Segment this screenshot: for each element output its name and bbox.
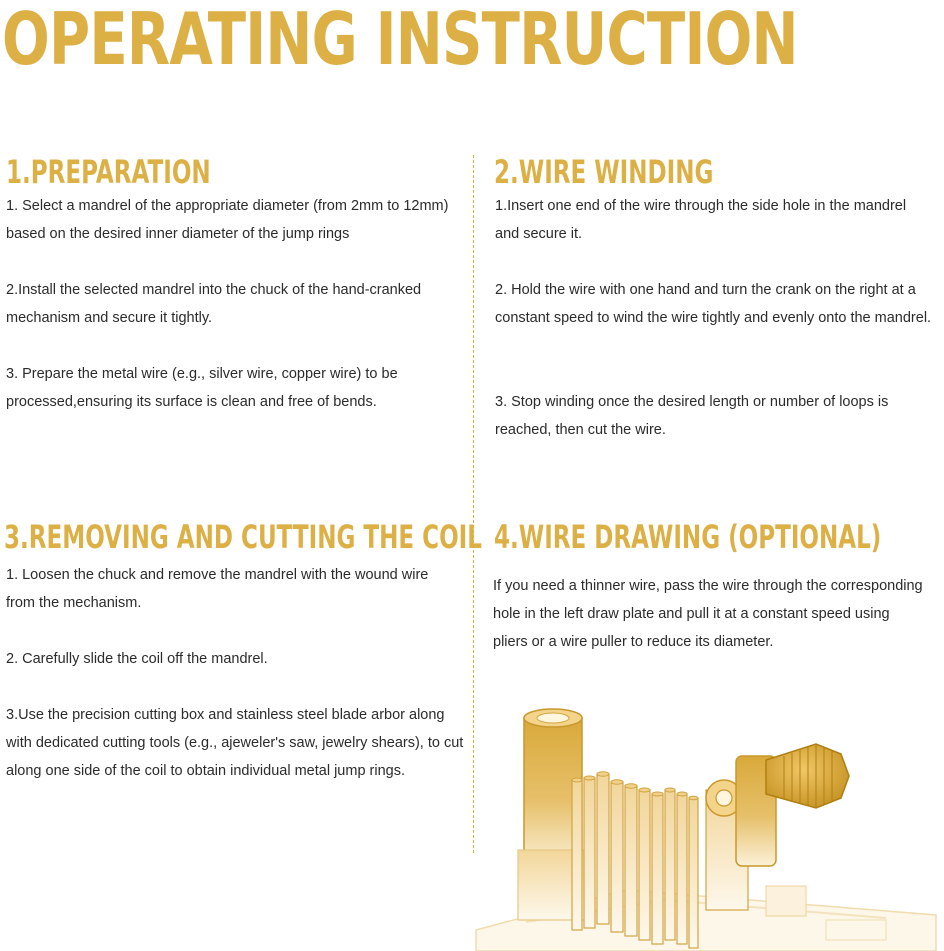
removing-step-3: 3.Use the precision cutting box and stainless steel blade arbor along with dedicated cutting tools (e.g., ajeweler's saw, jewelry shears), to cut along one side of the coil to obtain individual metal jump rings. xyxy=(6,707,464,779)
wire-winding-step-2: 2. Hold the wire with one hand and turn the crank on the right at a constant speed to wind the wire tightly and evenly onto the mandrel. xyxy=(495,282,932,326)
jump-ring-maker-tool-icon xyxy=(466,690,944,951)
section-wire-drawing-heading: 4.WIRE DRAWING (OPTIONAL) xyxy=(494,518,882,556)
wire-winding-step-1: 1.Insert one end of the wire through the side hole in the mandrel and secure it. xyxy=(495,198,907,242)
section-wire-winding-heading: 2.WIRE WINDING xyxy=(494,153,714,191)
page-title: OPERATING INSTRUCTION xyxy=(2,0,798,81)
wire-winding-step-3: 3. Stop winding once the desired length or number of loops is reached, then cut the wire. xyxy=(495,394,889,438)
section-removing-cutting-heading: 3.REMOVING AND CUTTING THE COIL xyxy=(4,518,482,556)
preparation-step-1: 1. Select a mandrel of the appropriate diameter (from 2mm to 12mm) based on the desired inner diameter of the jump rings xyxy=(6,198,449,242)
removing-step-2: 2. Carefully slide the coil off the mandrel. xyxy=(6,651,268,667)
section-preparation-heading: 1.PREPARATION xyxy=(6,153,211,191)
removing-step-1: 1. Loosen the chuck and remove the mandrel with the wound wire from the mechanism. xyxy=(6,567,429,611)
preparation-step-2: 2.Install the selected mandrel into the chuck of the hand-cranked mechanism and secure it tightly. xyxy=(6,282,422,326)
wire-drawing-step: If you need a thinner wire, pass the wire through the corresponding hole in the left draw plate and pull it at a constant speed using pliers or a wire puller to reduce its diameter. xyxy=(493,578,923,650)
preparation-step-3: 3. Prepare the metal wire (e.g., silver wire, copper wire) to be processed,ensuring its surface is clean and free of bends. xyxy=(6,366,398,410)
